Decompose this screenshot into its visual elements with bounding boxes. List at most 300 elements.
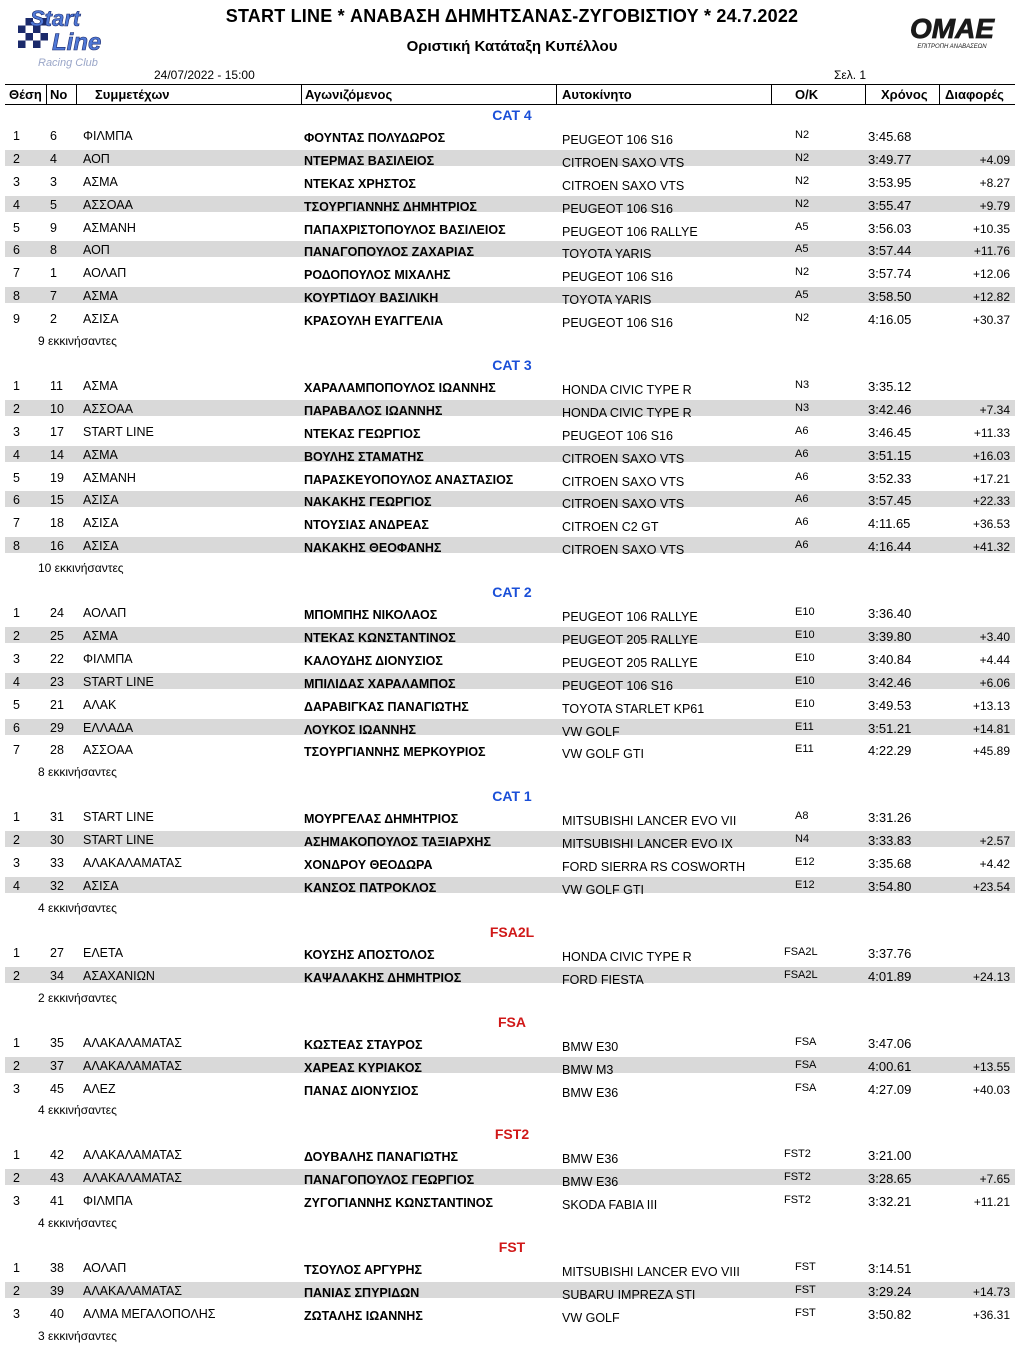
difference-cell: +30.37 [972, 313, 1010, 328]
number-cell: 10 [50, 401, 64, 416]
class-cell: N2 [795, 312, 810, 325]
table-row [0, 149, 1024, 172]
category-title: FST [498, 1239, 526, 1256]
club-cell: ΑΣΙΣΑ [83, 539, 119, 554]
row-shading [5, 877, 1015, 896]
number-cell: 42 [50, 1148, 64, 1163]
table-row [0, 468, 1024, 491]
difference-cell: +41.32 [972, 540, 1010, 555]
position-cell: 7 [13, 743, 20, 758]
category-title: CAT 3 [492, 357, 532, 374]
starters-label: 3 εκκινήσαντες [38, 1328, 117, 1343]
number-cell: 2 [50, 312, 57, 327]
position-cell: 4 [13, 879, 20, 894]
time-cell: 3:42.46 [868, 674, 912, 690]
car-cell: PEUGEOT 106 S16 [562, 270, 673, 285]
category-heading [0, 1236, 1024, 1258]
class-cell: N2 [795, 129, 810, 141]
page-title: START LINE * ΑΝΑΒΑΣΗ ΔΗΜΗΤΣΑΝΑΣ-ΖΥΓΟΒΙΣΤΙΟΥ * 24.7.2022 [225, 6, 799, 26]
time-cell: 3:28.65 [868, 1171, 912, 1187]
time-cell: 4:27.09 [868, 1081, 912, 1097]
club-cell: ΑΛΑΚΑΛΑΜΑΤΑΣ [83, 1283, 182, 1298]
starters-label: 2 εκκινήσαντες [38, 990, 117, 1005]
class-cell: FST [795, 1306, 816, 1319]
category-title: FSA [498, 1013, 526, 1030]
table-row [0, 1304, 1024, 1327]
club-cell: ΦΙΛΜΠΑ [83, 1194, 133, 1209]
driver-cell: ΧΑΡΕΑΣ ΚΥΡΙΑΚΟΣ [304, 1060, 422, 1075]
time-cell: 3:14.51 [868, 1261, 912, 1277]
table-header [5, 84, 1015, 105]
time-cell: 3:49.53 [868, 697, 912, 713]
row-shading [5, 491, 1015, 510]
number-cell: 9 [50, 220, 57, 235]
table-row [0, 830, 1024, 853]
club-cell: ΑΛΕΖ [83, 1081, 116, 1096]
club-cell: ΑΣΜΑ [83, 447, 118, 462]
driver-cell: ΛΟΥΚΟΣ ΙΩΑΝΝΗΣ [304, 722, 416, 737]
position-cell: 2 [13, 151, 20, 166]
position-cell: 4 [13, 674, 20, 689]
car-cell: PEUGEOT 205 RALLYE [562, 633, 698, 648]
driver-cell: ΧΟΝΔΡΟΥ ΘΕΟΔΩΡΑ [304, 858, 433, 873]
driver-cell: ΧΑΡΑΛΑΜΠΟΠΟΥΛΟΣ ΙΩΑΝΝΗΣ [304, 381, 496, 396]
number-cell: 11 [50, 379, 63, 394]
class-cell: A6 [795, 539, 809, 552]
row-shading [5, 537, 1015, 556]
car-cell: CITROEN SAXO VTS [562, 497, 685, 512]
car-cell: PEUGEOT 205 RALLYE [562, 655, 698, 670]
time-cell: 4:01.89 [868, 968, 912, 984]
table-row [0, 695, 1024, 718]
car-cell: CITROEN SAXO VTS [562, 178, 685, 193]
position-cell: 2 [13, 1058, 20, 1073]
position-cell: 1 [13, 379, 20, 394]
club-cell: ΑΣΣΟΑΑ [83, 401, 133, 416]
class-cell: E12 [795, 856, 815, 869]
class-cell: FST2 [784, 1194, 811, 1207]
club-cell: ΑΣΙΣΑ [83, 312, 119, 327]
driver-cell: ΝΤΕΚΑΣ ΧΡΗΣΤΟΣ [304, 176, 416, 191]
class-cell: FSA [795, 1058, 817, 1071]
car-cell: CITROEN SAXO VTS [562, 451, 685, 466]
header-no: Νο [50, 87, 68, 102]
header-time: Χρόνος [881, 87, 928, 102]
svg-text:Line: Line [52, 29, 102, 56]
driver-cell: ΔΑΡΑΒΙΓΚΑΣ ΠΑΝΑΓΙΩΤΗΣ [304, 699, 469, 714]
time-cell: 3:54.80 [868, 879, 912, 895]
club-cell: ΑΣΜΑ [83, 289, 118, 304]
number-cell: 37 [50, 1058, 64, 1073]
table-row [0, 649, 1024, 672]
car-cell: BMW E36 [562, 1175, 619, 1190]
car-cell: CITROEN SAXO VTS [562, 543, 685, 558]
table-row [0, 195, 1024, 218]
starters-label: 4 εκκινήσαντες [38, 900, 117, 915]
starters-count [0, 1214, 1024, 1236]
table-row [0, 672, 1024, 695]
difference-cell: +36.31 [972, 1307, 1010, 1322]
driver-cell: ΚΟΥΣΗΣ ΑΠΟΣΤΟΛΟΣ [304, 947, 435, 962]
position-cell: 1 [13, 1261, 20, 1276]
page-subtitle: Οριστική Κατάταξη Κυπέλλου [406, 38, 618, 55]
table-row [0, 126, 1024, 149]
time-cell: 3:57.44 [868, 243, 912, 259]
driver-cell: ΤΣΟΥΡΓΙΑΝΝΗΣ ΜΕΡΚΟΥΡΙΟΣ [304, 745, 486, 760]
club-cell: ΑΟΛΑΠ [83, 266, 127, 281]
number-cell: 39 [50, 1283, 64, 1298]
car-cell: HONDA CIVIC TYPE R [562, 405, 692, 420]
table-row [0, 1191, 1024, 1214]
number-cell: 5 [50, 197, 57, 212]
driver-cell: ΠΑΝΙΑΣ ΣΠΥΡΙΔΩΝ [304, 1285, 420, 1300]
time-cell: 3:33.83 [868, 833, 912, 849]
class-cell: FSA2L [784, 968, 818, 981]
position-cell: 5 [13, 470, 20, 485]
category-title: CAT 1 [492, 788, 532, 805]
position-cell: 3 [13, 651, 20, 666]
header-pos: Θέση [9, 87, 42, 102]
class-cell: A6 [795, 493, 809, 506]
svg-text:Start: Start [30, 6, 81, 31]
position-cell: 3 [13, 1194, 20, 1209]
club-cell: ΑΟΛΑΠ [83, 1261, 127, 1276]
starters-count [0, 1327, 1024, 1349]
car-cell: PEUGEOT 106 RALLYE [562, 224, 698, 239]
difference-cell: +14.81 [972, 721, 1010, 736]
table-row [0, 943, 1024, 966]
svg-text:ΕΠΙΤΡΟΠΗ ΑΝΑΒΑΣΕΩΝ: ΕΠΙΤΡΟΠΗ ΑΝΑΒΑΣΕΩΝ [917, 44, 987, 50]
difference-cell: +11.21 [973, 1195, 1010, 1210]
time-cell: 3:57.74 [868, 266, 912, 282]
time-cell: 3:53.95 [868, 174, 912, 190]
position-cell: 6 [13, 493, 20, 508]
difference-cell: +7.65 [979, 1172, 1010, 1187]
number-cell: 19 [50, 470, 64, 485]
header-diff: Διαφορές [945, 87, 1004, 102]
number-cell: 32 [50, 879, 64, 894]
difference-cell: +12.06 [972, 267, 1010, 282]
starters-count [0, 1101, 1024, 1123]
category-title: CAT 2 [492, 584, 532, 601]
position-cell: 1 [13, 606, 20, 621]
class-cell: N3 [795, 379, 810, 392]
driver-cell: ΤΣΟΥΛΟΣ ΑΡΓΥΡΗΣ [304, 1263, 423, 1278]
class-cell: E10 [795, 674, 815, 687]
driver-cell: ΚΟΥΡΤΙΔΟΥ ΒΑΣΙΛΙΚΗ [304, 291, 439, 306]
table-row [0, 1168, 1024, 1191]
number-cell: 40 [50, 1306, 64, 1321]
number-cell: 24 [50, 606, 64, 621]
starters-label: 9 εκκινήσαντες [38, 334, 117, 349]
class-cell: N2 [795, 266, 810, 279]
header-car: Αυτοκίνητο [562, 87, 632, 102]
car-cell: MITSUBISHI LANCER EVO IX [562, 837, 733, 852]
position-cell: 8 [13, 539, 20, 554]
class-cell: FST2 [784, 1171, 811, 1184]
number-cell: 43 [50, 1171, 64, 1186]
time-cell: 3:29.24 [868, 1283, 912, 1299]
class-cell: E11 [795, 743, 814, 756]
class-cell: FSA2L [784, 945, 818, 958]
print-datetime: 24/07/2022 - 15:00 [154, 68, 255, 82]
time-cell: 3:55.47 [868, 197, 912, 213]
driver-cell: ΦΟΥΝΤΑΣ ΠΟΛΥΔΩΡΟΣ [304, 131, 446, 145]
table-row [0, 1056, 1024, 1079]
time-cell: 3:39.80 [868, 629, 912, 645]
table-row [0, 490, 1024, 513]
category-heading [0, 581, 1024, 603]
difference-cell: +4.42 [979, 857, 1010, 872]
number-cell: 27 [50, 945, 64, 960]
table-row [0, 807, 1024, 830]
position-cell: 1 [13, 1148, 20, 1163]
table-row [0, 740, 1024, 763]
club-cell: START LINE [83, 424, 154, 439]
table-row [0, 445, 1024, 468]
club-cell: ΕΛΕΤΑ [83, 945, 124, 960]
driver-cell: ΚΑΝΣΟΣ ΠΑΤΡΟΚΛΟΣ [304, 881, 437, 896]
club-cell: ΑΛΑΚΑΛΑΜΑΤΑΣ [83, 1058, 182, 1073]
position-cell: 3 [13, 1306, 20, 1321]
number-cell: 22 [50, 651, 64, 666]
number-cell: 8 [50, 243, 57, 258]
position-cell: 9 [13, 312, 20, 327]
class-cell: A5 [795, 220, 809, 233]
table-row [0, 263, 1024, 286]
time-cell: 3:45.68 [868, 129, 912, 144]
difference-cell: +13.55 [972, 1059, 1010, 1074]
row-shading [5, 446, 1015, 462]
class-cell: E11 [795, 720, 814, 733]
starters-label: 8 εκκινήσαντες [38, 765, 117, 780]
car-cell: VW GOLF [562, 1310, 620, 1325]
class-cell: N2 [795, 197, 810, 210]
number-cell: 35 [50, 1035, 64, 1050]
club-cell: ΦΙΛΜΠΑ [83, 129, 133, 143]
table-row [0, 1145, 1024, 1168]
class-cell: E10 [795, 606, 815, 619]
class-cell: E10 [795, 629, 815, 642]
driver-cell: ΠΑΝΑΓΟΠΟΥΛΟΣ ΖΑΧΑΡΙΑΣ [304, 245, 475, 260]
club-cell: ΑΣΜΑΝΗ [83, 470, 136, 485]
car-cell: PEUGEOT 106 S16 [562, 201, 673, 216]
car-cell: VW GOLF [562, 724, 620, 739]
difference-cell: +14.73 [972, 1284, 1010, 1299]
number-cell: 41 [50, 1194, 64, 1209]
driver-cell: ΡΟΔΟΠΟΥΛΟΣ ΜΙΧΑΛΗΣ [304, 268, 451, 283]
club-cell: ΑΣΜΑ [83, 379, 118, 394]
club-cell: START LINE [83, 833, 154, 848]
difference-cell: +3.40 [979, 630, 1010, 645]
class-cell: FST [795, 1261, 816, 1274]
position-cell: 5 [13, 697, 20, 712]
table-row [0, 376, 1024, 399]
club-cell: START LINE [83, 674, 154, 689]
starters-count [0, 332, 1024, 354]
table-row [0, 966, 1024, 989]
class-cell: N2 [795, 174, 810, 187]
car-cell: PEUGEOT 106 S16 [562, 316, 673, 331]
car-cell: BMW E30 [562, 1039, 619, 1054]
time-cell: 3:36.40 [868, 606, 912, 622]
position-cell: 2 [13, 1283, 20, 1298]
difference-cell: +22.33 [972, 494, 1010, 509]
row-shading [5, 967, 1015, 983]
time-cell: 3:46.45 [868, 424, 912, 440]
car-cell: FORD SIERRA RS COSWORTH [562, 860, 746, 875]
row-shading [5, 673, 1015, 689]
svg-text:Racing Club: Racing Club [38, 57, 98, 69]
club-cell: START LINE [83, 810, 154, 825]
number-cell: 31 [50, 810, 64, 825]
position-cell: 3 [13, 174, 20, 189]
driver-cell: ΜΠΟΜΠΗΣ ΝΙΚΟΛΑΟΣ [304, 608, 438, 623]
category-heading [0, 785, 1024, 807]
car-cell: CITROEN SAXO VTS [562, 155, 685, 170]
time-cell: 3:40.84 [868, 651, 912, 667]
time-cell: 3:49.77 [868, 151, 912, 167]
difference-cell: +10.35 [972, 221, 1010, 236]
table-row [0, 309, 1024, 332]
time-cell: 3:32.21 [868, 1194, 912, 1210]
class-cell: FST [795, 1283, 816, 1296]
position-cell: 1 [13, 129, 20, 143]
row-shading [5, 831, 1015, 850]
position-cell: 3 [13, 856, 20, 871]
car-cell: PEUGEOT 106 S16 [562, 428, 673, 443]
difference-cell: +6.06 [979, 675, 1010, 690]
row-shading [5, 150, 1015, 166]
difference-cell: +16.03 [972, 448, 1010, 463]
time-cell: 3:51.21 [868, 720, 912, 736]
position-cell: 2 [13, 1171, 20, 1186]
table-row [0, 286, 1024, 309]
club-cell: ΑΛΑΚΑΛΑΜΑΤΑΣ [83, 1171, 182, 1186]
difference-cell: +24.13 [972, 969, 1010, 984]
row-shading [5, 627, 1015, 646]
car-cell: PEUGEOT 106 RALLYE [562, 610, 698, 625]
club-cell: ΦΙΛΜΠΑ [83, 651, 133, 666]
time-cell: 3:52.33 [868, 470, 912, 486]
time-cell: 4:16.05 [868, 312, 912, 328]
club-cell: ΑΛΑΚΑΛΑΜΑΤΑΣ [83, 856, 182, 871]
starters-label: 4 εκκινήσαντες [38, 1216, 117, 1231]
car-cell: BMW M3 [562, 1062, 614, 1077]
position-cell: 3 [13, 424, 20, 439]
time-cell: 3:47.06 [868, 1035, 912, 1051]
difference-cell: +11.76 [973, 244, 1010, 259]
car-cell: CITROEN C2 GT [562, 520, 659, 535]
position-cell: 6 [13, 720, 20, 735]
club-cell: ΑΣΣΟΑΑ [83, 743, 133, 758]
table-row [0, 240, 1024, 263]
car-cell: SUBARU IMPREZA STI [562, 1287, 696, 1302]
difference-cell: +36.53 [972, 517, 1010, 532]
table-row [0, 876, 1024, 899]
number-cell: 33 [50, 856, 64, 871]
driver-cell: ΚΡΑΣΟΥΛΗ ΕΥΑΓΓΕΛΙΑ [304, 314, 444, 329]
number-cell: 28 [50, 743, 64, 758]
time-cell: 3:37.76 [868, 945, 912, 961]
number-cell: 21 [50, 697, 64, 712]
position-cell: 6 [13, 243, 20, 258]
category-heading [0, 104, 1024, 126]
driver-cell: ΠΑΝΑΣ ΔΙΟΝΥΣΙΟΣ [304, 1083, 419, 1098]
time-cell: 4:00.61 [868, 1058, 912, 1074]
position-cell: 5 [13, 220, 20, 235]
driver-cell: ΝΤΕΡΜΑΣ ΒΑΣΙΛΕΙΟΣ [304, 153, 435, 168]
header-class: Ο/Κ [795, 87, 819, 102]
class-cell: A6 [795, 470, 809, 483]
number-cell: 34 [50, 968, 64, 983]
position-cell: 2 [13, 401, 20, 416]
club-cell: ΑΣΜΑ [83, 629, 118, 644]
number-cell: 6 [50, 129, 57, 143]
time-cell: 3:56.03 [868, 220, 912, 236]
position-cell: 2 [13, 629, 20, 644]
number-cell: 23 [50, 674, 64, 689]
number-cell: 14 [50, 447, 64, 462]
driver-cell: ΠΑΡΑΣΚΕΥΟΠΟΥΛΟΣ ΑΝΑΣΤΑΣΙΟΣ [304, 472, 514, 487]
table-row [0, 1281, 1024, 1304]
table-row [0, 626, 1024, 649]
club-cell: ΑΣΙΣΑ [83, 879, 119, 894]
difference-cell: +2.57 [979, 834, 1010, 849]
driver-cell: ΝΤΕΚΑΣ ΓΕΩΡΓΙΟΣ [304, 426, 421, 441]
category-heading [0, 354, 1024, 376]
difference-cell: +12.82 [972, 290, 1010, 305]
car-cell: MITSUBISHI LANCER EVO VIII [562, 1265, 740, 1280]
driver-cell: ΠΑΡΑΒΑΛΟΣ ΙΩΑΝΝΗΣ [304, 403, 443, 418]
class-cell: A6 [795, 516, 809, 529]
difference-cell: +23.54 [972, 880, 1010, 895]
car-cell: VW GOLF GTI [562, 747, 644, 762]
club-cell: ΑΣΣΟΑΑ [83, 197, 133, 212]
car-cell: VW GOLF GTI [562, 883, 644, 898]
table-row [0, 536, 1024, 559]
position-cell: 4 [13, 447, 20, 462]
club-cell: ΑΣΜΑ [83, 174, 118, 189]
time-cell: 4:22.29 [868, 743, 912, 759]
driver-cell: ΝΤΟΥΣΙΑΣ ΑΝΔΡΕΑΣ [304, 518, 429, 533]
driver-cell: ΠΑΠΑΧΡΙΣΤΟΠΟΥΛΟΣ ΒΑΣΙΛΕΙΟΣ [304, 222, 506, 237]
driver-cell: ΒΟΥΛΗΣ ΣΤΑΜΑΤΗΣ [304, 449, 424, 464]
table-row [0, 1033, 1024, 1056]
table-row [0, 1258, 1024, 1281]
class-cell: FSA [795, 1081, 817, 1094]
table-row [0, 422, 1024, 445]
car-cell: HONDA CIVIC TYPE R [562, 383, 692, 398]
car-cell: TOYOTA STARLET KP61 [562, 701, 705, 716]
position-cell: 2 [13, 968, 20, 983]
difference-cell: +4.44 [979, 652, 1010, 667]
number-cell: 30 [50, 833, 64, 848]
number-cell: 16 [50, 539, 64, 554]
category-title: FST2 [494, 1126, 530, 1143]
difference-cell: +11.33 [973, 425, 1010, 440]
row-shading [5, 719, 1015, 735]
club-cell: ΑΛΑΚ [83, 697, 117, 712]
time-cell: 3:58.50 [868, 289, 912, 305]
row-shading [5, 400, 1015, 416]
club-cell: ΑΛΑΚΑΛΑΜΑΤΑΣ [83, 1148, 182, 1163]
time-cell: 3:57.45 [868, 493, 912, 509]
position-cell: 1 [13, 810, 20, 825]
position-cell: 2 [13, 833, 20, 848]
category-heading [0, 1011, 1024, 1033]
starters-label: 10 εκκινήσαντες [38, 561, 124, 576]
